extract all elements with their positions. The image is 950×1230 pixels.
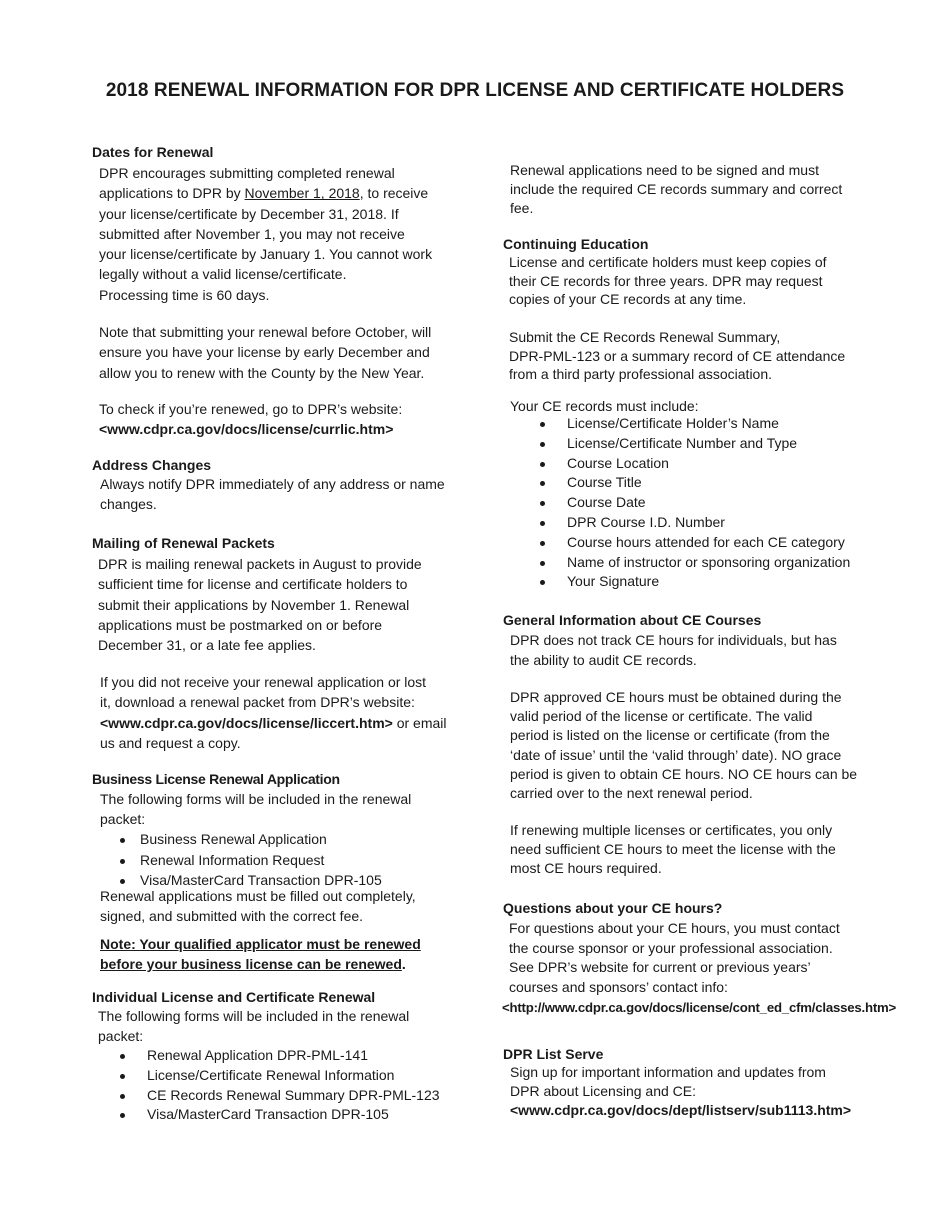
list-item xyxy=(567,493,850,513)
list-item-label: Course Date xyxy=(567,494,646,511)
text-fragment: . xyxy=(401,956,406,973)
list-item xyxy=(147,1105,440,1125)
list-item xyxy=(147,1086,440,1106)
mailing-paragraph-2 xyxy=(100,672,447,753)
business-after xyxy=(100,887,416,926)
list-item-label: Renewal Information Request xyxy=(140,851,325,868)
text-line: courses and sponsors’ contact info: xyxy=(509,978,728,995)
address-heading: Address Changes xyxy=(92,457,212,473)
page-title: 2018 RENEWAL INFORMATION FOR DPR LICENSE AND CERTIFICATE HOLDERS xyxy=(105,80,845,101)
text-line: If you did not receive your renewal application or lost xyxy=(100,674,427,690)
bullet-icon xyxy=(540,422,545,427)
text-line: <http://www.cdpr.ca.gov/docs/license/cont_ed_cfm/classes.htm> xyxy=(502,1000,897,1015)
bullet-icon xyxy=(540,561,545,566)
text-line: The following forms will be included in the renewal xyxy=(98,1008,410,1024)
text-line: Note: Your qualified applicator must be renewed xyxy=(100,936,421,952)
text-line: packet: xyxy=(98,1028,144,1045)
text-line: allow you to renew with the County by the New Year. xyxy=(99,364,425,381)
list-item xyxy=(567,414,850,434)
list-item xyxy=(567,473,850,493)
text-line: your license/certificate by December 31, 2018. If xyxy=(99,205,399,222)
text-line: submitted after November 1, you may not receive xyxy=(99,225,405,242)
questions-heading: Questions about your CE hours? xyxy=(503,900,723,916)
list-item xyxy=(567,553,850,573)
classes-link[interactable] xyxy=(502,998,896,1018)
listserve-heading: DPR List Serve xyxy=(503,1046,604,1062)
business-intro xyxy=(100,789,411,830)
individual-forms-list xyxy=(147,1046,440,1125)
text-line: period is listed on the license or certificate (from the xyxy=(510,727,830,744)
bullet-icon xyxy=(540,541,545,546)
bullet-icon xyxy=(120,1054,125,1059)
text-line: The following forms will be included in the renewal xyxy=(100,791,412,807)
continued-paragraph xyxy=(510,161,842,218)
deadline-date: November 1, 2018 xyxy=(244,185,360,202)
mailing-heading: Mailing of Renewal Packets xyxy=(92,535,275,551)
mailing-paragraph-1 xyxy=(98,554,422,655)
text-fragment: , to receive xyxy=(359,185,429,202)
business-note xyxy=(100,934,421,975)
dates-paragraph-3 xyxy=(99,399,402,440)
text-line: include the required CE records summary and correct xyxy=(510,181,843,197)
list-item-label: Course Title xyxy=(567,474,642,491)
text-line: DPR encourages submitting completed renewal xyxy=(99,165,395,181)
text-line: valid period of the license or certificate. The valid xyxy=(510,708,813,725)
general-paragraph-3 xyxy=(510,821,836,879)
ce-paragraph-1 xyxy=(509,253,827,309)
bullet-icon xyxy=(540,442,545,447)
general-heading: General Information about CE Courses xyxy=(503,612,762,628)
text-line: Renewal applications must be filled out completely, xyxy=(100,888,416,904)
text-fragment: or email xyxy=(392,714,447,731)
business-heading: Business License Renewal Application xyxy=(92,771,340,787)
text-line: If renewing multiple licenses or certificates, you only xyxy=(510,822,833,838)
list-item-label: License/Certificate Number and Type xyxy=(567,434,798,451)
liccert-link[interactable]: <www.cdpr.ca.gov/docs/license/liccert.htm> xyxy=(100,714,393,731)
text-line: copies of your CE records at any time. xyxy=(509,291,747,308)
list-item-label: Your Signature xyxy=(567,573,660,590)
text-line: License and certificate holders must keep copies of xyxy=(509,254,827,270)
list-item xyxy=(567,572,850,592)
text-line xyxy=(99,183,432,203)
text-line: it, download a renewal packet from DPR’s website: xyxy=(100,694,415,711)
bullet-icon xyxy=(540,580,545,585)
list-item-label: Visa/MasterCard Transaction DPR-105 xyxy=(147,1106,389,1123)
text-line: fee. xyxy=(510,200,534,216)
text-line: To check if you’re renewed, go to DPR’s website: xyxy=(99,401,403,417)
list-item-label: DPR Course I.D. Number xyxy=(567,513,725,530)
text-line: Sign up for important information and updates from xyxy=(510,1064,826,1080)
text-line: the course sponsor or your professional association. xyxy=(509,939,833,956)
address-paragraph xyxy=(100,474,445,515)
text-line: sufficient time for license and certificate holders to xyxy=(98,576,408,593)
text-line: their CE records for three years. DPR may request xyxy=(509,272,823,289)
list-item-label: Visa/MasterCard Transaction DPR-105 xyxy=(140,871,382,888)
text-line: applications must be postmarked on or before xyxy=(98,616,383,633)
text-line: period is given to obtain CE hours. NO CE hours can be xyxy=(510,765,858,782)
text-fragment: applications to DPR by xyxy=(99,185,245,202)
bullet-icon xyxy=(120,1094,125,1099)
text-line: DPR-PML-123 or a summary record of CE attendance xyxy=(509,347,846,364)
text-fragment: before your business license can be renewed xyxy=(100,956,402,973)
list-item-label: Name of instructor or sponsoring organization xyxy=(567,553,851,570)
text-line: the ability to audit CE records. xyxy=(510,652,697,669)
bullet-icon xyxy=(540,521,545,526)
questions-paragraph xyxy=(509,919,840,997)
bullet-icon xyxy=(540,481,545,486)
text-line xyxy=(100,954,421,974)
text-line: signed, and submitted with the correct fee. xyxy=(100,907,364,924)
business-forms-list xyxy=(140,830,382,890)
text-line: DPR approved CE hours must be obtained during the xyxy=(510,689,842,705)
text-line: legally without a valid license/certificate. xyxy=(99,266,347,283)
list-item-label: Course hours attended for each CE category xyxy=(567,533,845,550)
listserve-paragraph xyxy=(510,1063,851,1121)
list-item-label: Business Renewal Application xyxy=(140,831,327,847)
list-item xyxy=(147,1066,440,1086)
currlic-link[interactable]: <www.cdpr.ca.gov/docs/license/currlic.htm> xyxy=(99,421,394,438)
bullet-icon xyxy=(120,879,125,884)
text-line: most CE hours required. xyxy=(510,860,662,877)
dates-paragraph-2 xyxy=(99,322,431,383)
text-line: submit their applications by November 1. Renewal xyxy=(98,596,410,613)
ce-heading: Continuing Education xyxy=(503,236,649,252)
text-line: ensure you have your license by early December and xyxy=(99,344,430,361)
ce-records-list xyxy=(567,414,850,592)
general-paragraph-2 xyxy=(510,688,857,803)
text-line: Always notify DPR immediately of any address or name xyxy=(100,476,445,492)
individual-heading: Individual License and Certificate Renewal xyxy=(92,989,376,1005)
text-line: See DPR’s website for current or previous years’ xyxy=(509,959,811,976)
text-line: Note that submitting your renewal before October, will xyxy=(99,324,432,340)
text-line: packet: xyxy=(100,811,146,828)
text-line: Your CE records must include: xyxy=(510,398,699,414)
general-paragraph-1 xyxy=(510,630,837,671)
bullet-icon xyxy=(540,462,545,467)
text-line: from a third party professional association. xyxy=(509,366,773,383)
text-line: your license/certificate by January 1. You cannot work xyxy=(99,246,433,263)
list-item xyxy=(567,533,850,553)
individual-intro xyxy=(98,1006,409,1047)
text-line: changes. xyxy=(100,496,157,513)
dates-paragraph-1 xyxy=(99,163,432,305)
text-line: DPR does not track CE hours for individuals, but has xyxy=(510,632,837,648)
bullet-icon xyxy=(120,1113,125,1118)
list-item-label: Renewal Application DPR-PML-141 xyxy=(147,1047,368,1063)
bullet-icon xyxy=(120,838,125,843)
list-item xyxy=(567,434,850,454)
text-line: December 31, or a late fee applies. xyxy=(98,637,316,654)
text-line: DPR is mailing renewal packets in August to provide xyxy=(98,556,422,572)
list-item-label: Course Location xyxy=(567,454,669,471)
text-line: us and request a copy. xyxy=(100,734,241,751)
list-item xyxy=(140,830,382,850)
list-item xyxy=(140,851,382,871)
text-line: ‘date of issue’ until the ‘valid through’ date). NO grace xyxy=(510,746,842,763)
listserv-link[interactable]: <www.cdpr.ca.gov/docs/dept/listserv/sub1113.htm> xyxy=(510,1102,852,1119)
text-line: For questions about your CE hours, you must contact xyxy=(509,920,840,936)
list-item xyxy=(567,454,850,474)
text-line: Renewal applications need to be signed and must xyxy=(510,162,819,178)
ce-paragraph-2 xyxy=(509,328,845,384)
text-line: Submit the CE Records Renewal Summary, xyxy=(509,329,781,345)
text-line: DPR about Licensing and CE: xyxy=(510,1083,696,1100)
text-line: need sufficient CE hours to meet the license with the xyxy=(510,841,836,858)
list-item-label: License/Certificate Holder’s Name xyxy=(567,415,779,431)
list-item-label: CE Records Renewal Summary DPR-PML-123 xyxy=(147,1086,440,1103)
text-line xyxy=(100,713,447,733)
bullet-icon xyxy=(120,859,125,864)
bullet-icon xyxy=(540,501,545,506)
text-line: carried over to the next renewal period. xyxy=(510,785,753,802)
list-item xyxy=(567,513,850,533)
list-item-label: License/Certificate Renewal Information xyxy=(147,1066,395,1083)
list-item xyxy=(147,1046,440,1066)
bullet-icon xyxy=(120,1074,125,1079)
dates-heading: Dates for Renewal xyxy=(92,144,214,160)
text-line: Processing time is 60 days. xyxy=(99,286,270,303)
